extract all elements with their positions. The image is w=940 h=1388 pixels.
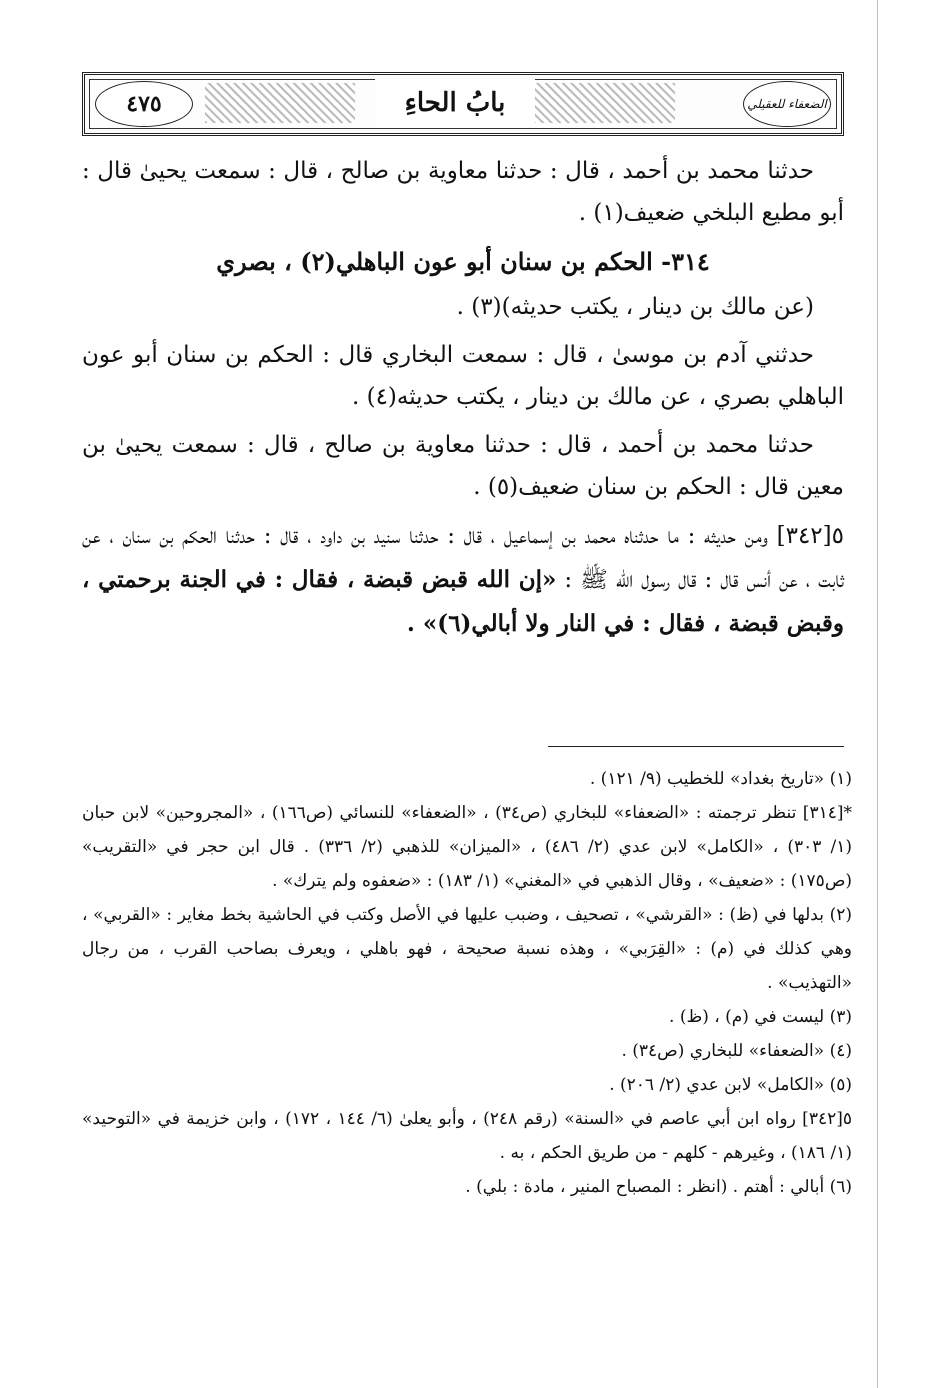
paragraph-1: حدثنا محمد بن أحمد ، قال : حدثنا معاوية بن صالح ، قال : سمعت يحيىٰ قال : أبو مطيع البلخي ضعيف(١) . xyxy=(82,158,844,226)
header-ornament-left xyxy=(205,83,355,123)
hadith-intro: ٥[٣٤٢] ومن حديثه : ما حدثناه محمد بن إسماعيل ، قال : حدثنا سنيد بن داود ، قال : حدثنا الحكم بن سنان ، عن ثابت ، عن أنس قال : قال رسول الله ﷺ : xyxy=(82,523,845,593)
chapter-title: بابُ الحاءِ xyxy=(375,79,535,127)
entry-title: ٣١٤- الحكم بن سنان أبو عون الباهلي(٢) ، بصري xyxy=(216,247,710,276)
footnote-6: (٦) أبالي : أهتم . (انظر : المصباح المنير ، مادة : بلي) . xyxy=(465,1177,852,1197)
footnote-entry-314: *[٣١٤] تنظر ترجمته : «الضعفاء» للبخاري (ص٣٤) ، «الضعفاء» للنسائي (ص١٦٦) ، «المجروحين» لابن حبان (١/ ٣٠٣) ، «الكامل» لابن عدي (٢/ ٤٨٦) ، «الميزان» للذهبي (٢/ ٣٣٦) . قال ابن حجر في «التقريب» (ص١٧٥) : «ضعيف» ، وقال الذهبي في «المغني» (١/ ١٨٣) : «ضعفوه ولم يترك» . xyxy=(82,803,852,891)
book-seal: الضعفاء للعقيلي xyxy=(743,81,831,127)
page-edge-line xyxy=(877,0,878,1388)
main-text xyxy=(82,150,844,646)
footnote-2: (٢) بدلها في (ظ) : «القرشي» ، تصحيف ، وضبب عليها في الأصل وكتب في الحاشية بخط مغاير : «القربي» ، وهي كذلك في (م) : «القِرَبي» ، وهذه نسبة صحيحة ، فهو باهلي ، ويعرف بصاحب القرب ، من رجال «التهذيب» . xyxy=(82,905,852,993)
footnote-hadith-342: ٥[٣٤٢] رواه ابن أبي عاصم في «السنة» (رقم ٢٤٨) ، وأبو يعلىٰ (٦/ ١٤٤ ، ١٧٢) ، وابن خزيمة في «التوحيد» (١/ ١٨٦) ، وغيرهم - كلهم - من طريق الحكم ، به . xyxy=(82,1109,853,1163)
footnote-4: (٤) «الضعفاء» للبخاري (ص٣٤) . xyxy=(621,1041,852,1061)
footnote-1: (١) «تاريخ بغداد» للخطيب (٩/ ١٢١) . xyxy=(589,769,852,789)
hadith-paragraph xyxy=(82,514,844,646)
hadith-text: «إن الله قبض قبضة ، فقال : في الجنة برحمتي ، وقبض قبضة ، فقال : في النار ولا أبالي(٦)» . xyxy=(82,566,844,637)
footnote-5: (٥) «الكامل» لابن عدي (٢/ ٢٠٦) . xyxy=(609,1075,852,1095)
footnote-3: (٣) ليست في (م) ، (ظ) . xyxy=(669,1007,852,1027)
page-number: ٤٧٥ xyxy=(95,81,193,127)
paragraph-3: حدثنا محمد بن أحمد ، قال : حدثنا معاوية بن صالح ، قال : سمعت يحيىٰ بن معين قال : الحكم بن سنان ضعيف(٥) . xyxy=(82,432,844,500)
header-ornament-right xyxy=(525,83,675,123)
entry-note: (عن مالك بن دينار ، يكتب حديثه)(٣) . xyxy=(456,294,814,320)
page-header xyxy=(82,72,844,136)
paragraph-2: حدثني آدم بن موسىٰ ، قال : سمعت البخاري قال : الحكم بن سنان أبو عون الباهلي بصري ، عن مالك بن دينار ، يكتب حديثه(٤) . xyxy=(82,342,844,410)
footnotes xyxy=(82,762,852,1204)
footnote-divider xyxy=(548,746,844,747)
